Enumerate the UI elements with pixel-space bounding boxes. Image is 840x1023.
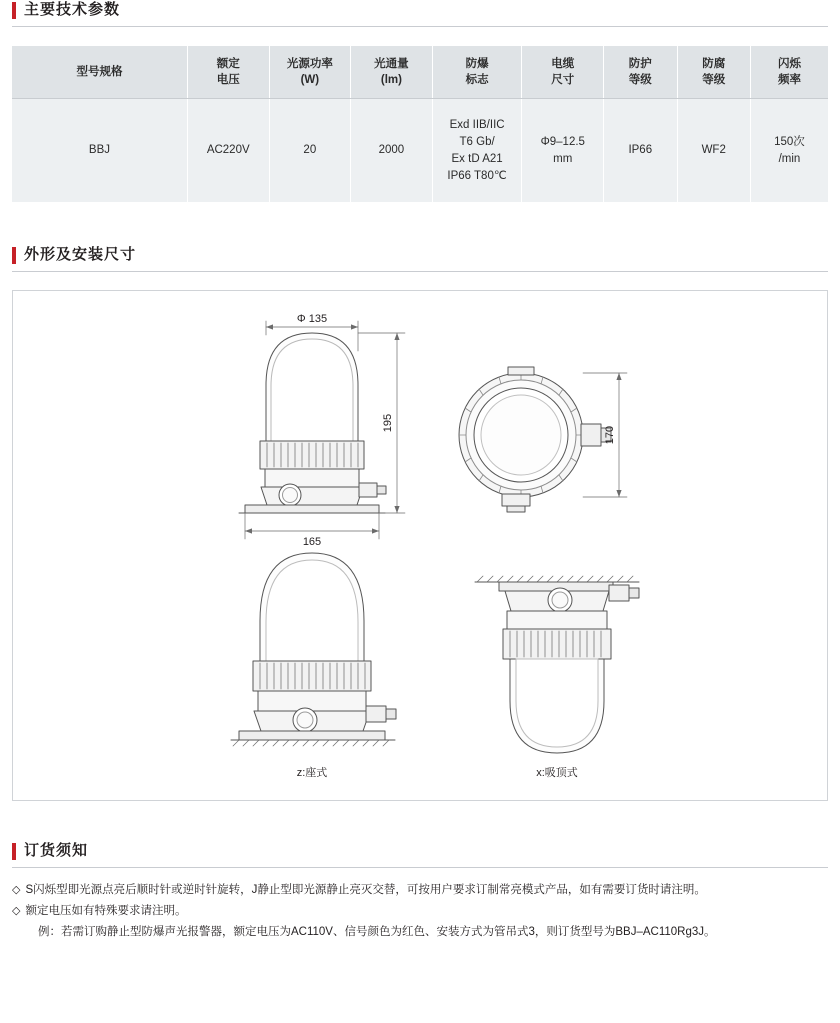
- cell-lumen: 2000: [351, 99, 433, 203]
- note-text: 例：若需订购静止型防爆声光报警器，额定电压为AC110V、信号颜色为红色、安装方式为管吊式3，则订货型号为BBJ–AC110Rg3J。: [38, 926, 716, 938]
- table-header-row: [12, 46, 828, 99]
- drawing-top-view: [459, 367, 627, 512]
- note-text: S闪烁型即光源点亮后顺时针或逆时针旋转，J静止型即光源静止亮灭交替，可按用户要求订制常亮模式产品，如有需要订货时请注明。: [25, 884, 706, 896]
- col-header-corrosion: 防腐 等级: [677, 46, 750, 99]
- spec-table: [12, 45, 828, 203]
- dimension-label-depth: 170: [604, 425, 616, 445]
- note-item: [12, 880, 828, 901]
- col-header-model: 型号规格: [12, 46, 187, 99]
- drawing-panel: [12, 290, 828, 801]
- col-header-cable: 电缆 尺寸: [522, 46, 604, 99]
- table-row: [12, 99, 828, 203]
- cell-cable: Φ9–12.5 mm: [522, 99, 604, 203]
- cell-voltage: AC220V: [187, 99, 269, 203]
- technical-drawing: [13, 291, 827, 800]
- note-item-example: [12, 922, 828, 943]
- accent-bar-icon: [12, 2, 16, 19]
- dimension-label-height: 195: [382, 413, 394, 433]
- cell-corrosion: WF2: [677, 99, 750, 203]
- drawing-pedestal-view: [231, 553, 396, 746]
- col-header-ex-mark: 防爆 标志: [432, 46, 522, 99]
- spec-table-wrapper: [12, 45, 828, 203]
- col-header-power: 光源功率 (W): [269, 46, 351, 99]
- col-header-lumen: 光通量 (lm): [351, 46, 433, 99]
- diamond-bullet-icon: ◇: [12, 884, 21, 896]
- accent-bar-icon: [12, 247, 16, 264]
- dimension-label-diameter: Φ 135: [296, 313, 328, 325]
- caption-pedestal: z:座式: [296, 767, 328, 779]
- cell-frequency: 150次 /min: [750, 99, 828, 203]
- cell-ip: IP66: [604, 99, 677, 203]
- col-header-ip: 防护 等级: [604, 46, 677, 99]
- cell-ex-mark: Exd IIB/IIC T6 Gb/ Ex tD A21 IP66 T80℃: [432, 99, 522, 203]
- cell-power: 20: [269, 99, 351, 203]
- col-header-frequency: 闪烁 频率: [750, 46, 828, 99]
- caption-ceiling: x:吸顶式: [536, 767, 578, 779]
- note-item: [12, 901, 828, 922]
- section-header-order: [12, 841, 828, 868]
- order-title: 订货须知: [24, 842, 89, 859]
- section-header-dimensions: [12, 245, 828, 272]
- diamond-bullet-icon: ◇: [12, 905, 21, 917]
- dimension-section: [12, 245, 828, 801]
- dimension-title: 外形及安装尺寸: [24, 246, 137, 263]
- dimension-label-width: 165: [302, 536, 322, 548]
- order-notes: [12, 880, 828, 943]
- cell-model: BBJ: [12, 99, 187, 203]
- page-title: 主要技术参数: [24, 1, 121, 18]
- order-section: [12, 841, 828, 943]
- section-header-specs: [12, 0, 828, 27]
- accent-bar-icon: [12, 843, 16, 860]
- note-text: 额定电压如有特殊要求请注明。: [25, 905, 187, 917]
- drawing-front-view: [239, 321, 405, 539]
- drawing-ceiling-view: [475, 576, 639, 753]
- col-header-voltage: 额定 电压: [187, 46, 269, 99]
